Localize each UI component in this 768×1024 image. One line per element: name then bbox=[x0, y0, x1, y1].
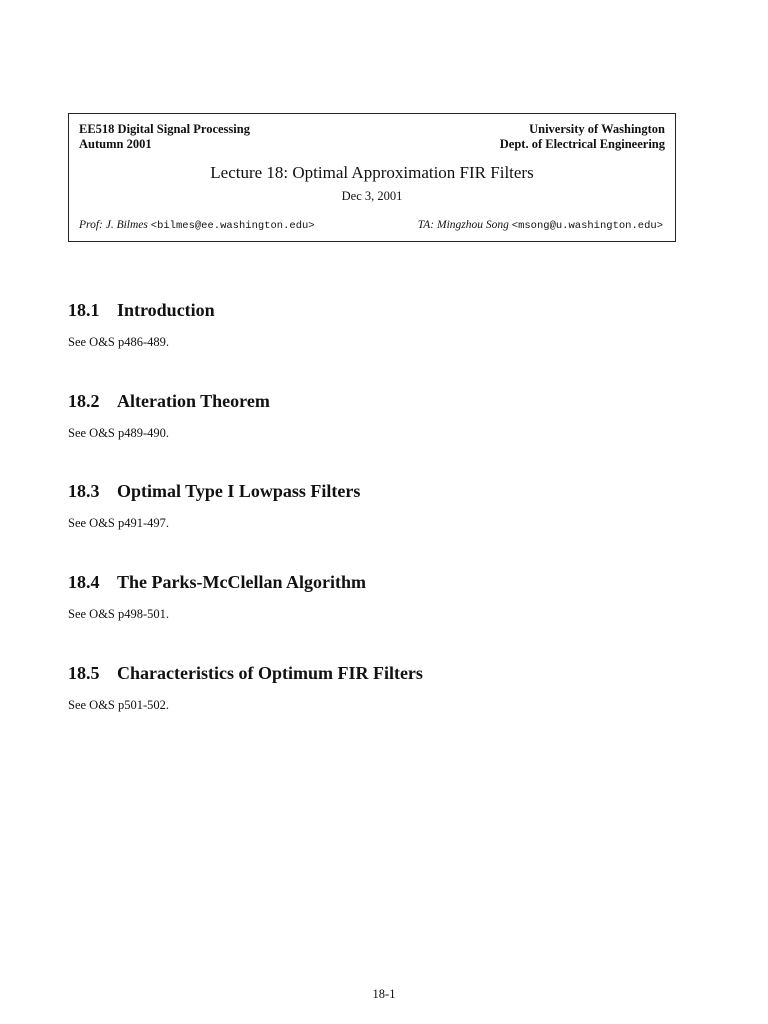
section-title: Characteristics of Optimum FIR Filters bbox=[117, 663, 423, 683]
instructor-row bbox=[79, 218, 663, 233]
section-number: 18.1 bbox=[68, 300, 100, 320]
section-heading bbox=[68, 299, 676, 321]
header-row-top bbox=[79, 122, 665, 137]
section-title: The Parks-McClellan Algorithm bbox=[117, 572, 366, 592]
ta-name: TA: Mingzhou Song bbox=[417, 219, 509, 231]
term: Autumn 2001 bbox=[79, 137, 152, 151]
section-optimal-type-i-lowpass bbox=[68, 480, 676, 530]
section-heading bbox=[68, 662, 676, 684]
section-body: See O&S p486-489. bbox=[68, 335, 170, 349]
section-parks-mcclellan bbox=[68, 571, 676, 621]
department-name: Dept. of Electrical Engineering bbox=[499, 137, 665, 151]
header-row-second bbox=[79, 137, 665, 152]
section-number: 18.5 bbox=[68, 663, 100, 683]
section-body: See O&S p501-502. bbox=[68, 698, 170, 712]
page-number: 18-1 bbox=[372, 987, 396, 1001]
section-number: 18.4 bbox=[68, 572, 100, 592]
ta-email: <msong@u.washington.edu> bbox=[511, 220, 663, 232]
section-number: 18.3 bbox=[68, 481, 100, 501]
section-heading bbox=[68, 480, 676, 502]
course-name: EE518 Digital Signal Processing bbox=[79, 122, 250, 136]
ta-info bbox=[418, 218, 663, 233]
section-body: See O&S p491-497. bbox=[68, 516, 170, 530]
section-heading bbox=[68, 571, 676, 593]
section-body: See O&S p498-501. bbox=[68, 607, 170, 621]
section-title: Introduction bbox=[117, 300, 215, 320]
section-characteristics-optimum-fir bbox=[68, 662, 676, 712]
section-title: Alteration Theorem bbox=[117, 391, 270, 411]
university-name: University of Washington bbox=[529, 122, 665, 136]
professor-name: Prof: J. Bilmes bbox=[79, 219, 148, 231]
lecture-header-box bbox=[68, 113, 676, 242]
professor-email: <bilmes@ee.washington.edu> bbox=[150, 220, 315, 232]
section-introduction bbox=[68, 299, 676, 349]
section-title: Optimal Type I Lowpass Filters bbox=[117, 481, 361, 501]
section-heading bbox=[68, 390, 676, 412]
section-body: See O&S p489-490. bbox=[68, 426, 170, 440]
lecture-title: Lecture 18: Optimal Approximation FIR Filters bbox=[210, 163, 534, 182]
section-number: 18.2 bbox=[68, 391, 100, 411]
lecture-date: Dec 3, 2001 bbox=[341, 189, 403, 203]
professor-info bbox=[79, 218, 315, 233]
section-alteration-theorem bbox=[68, 390, 676, 440]
